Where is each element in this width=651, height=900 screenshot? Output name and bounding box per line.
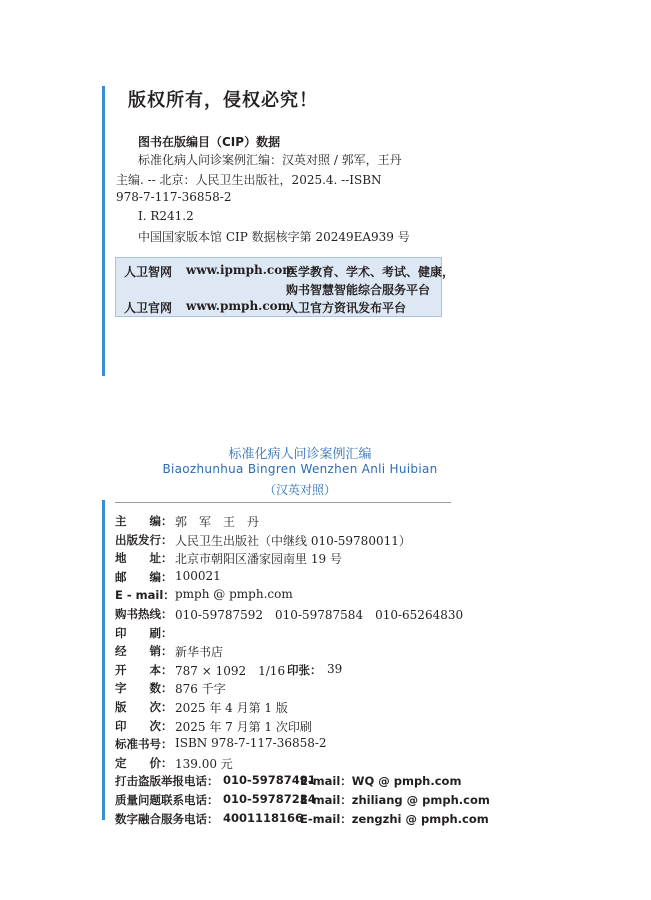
- detail-label: 出版发行：: [115, 532, 173, 547]
- platform-name: 人卫官网: [124, 301, 173, 315]
- contact-phone: 010-59787491: [223, 773, 316, 788]
- book-subtitle: （汉英对照）: [263, 483, 336, 497]
- detail-value: 2025 年 7 月第 1 次印刷: [175, 719, 312, 734]
- detail-label: 印 刷：: [115, 625, 173, 640]
- detail-value: 人民卫生出版社（中继线 010-59780011）: [175, 533, 411, 548]
- contact-email: E-mail：zengzhi @ pmph.com: [300, 811, 489, 826]
- accent-bar-top: [102, 86, 105, 376]
- detail-value: 郭 军 王 丹: [175, 515, 260, 529]
- detail-label: 标准书号：: [115, 737, 173, 752]
- cip-title: 图书在版编目（CIP）数据: [138, 135, 281, 149]
- detail-extra-label: 印张：: [287, 662, 322, 677]
- cip-line: 主编. -- 北京：人民卫生出版社，2025.4. --ISBN: [116, 173, 382, 187]
- contact-email: E-mail：WQ @ pmph.com: [300, 774, 462, 789]
- detail-label: E - mail：: [115, 588, 175, 603]
- detail-label: 版 次：: [115, 699, 173, 714]
- contact-phone: 4001118166: [223, 810, 304, 825]
- detail-value: 139.00 元: [175, 756, 233, 771]
- platform-desc: 医学教育、学术、考试、健康，: [286, 265, 455, 279]
- cip-line: 中国国家版本馆 CIP 数据核字第 20249EA939 号: [138, 230, 410, 244]
- platform-row: [116, 281, 441, 297]
- platform-url[interactable]: www.pmph.com: [186, 299, 291, 313]
- platform-name: 人卫智网: [124, 265, 173, 279]
- contact-label: 打击盗版举报电话：: [115, 774, 219, 789]
- detail-label: 开 本：: [115, 662, 173, 677]
- detail-label: 定 价：: [115, 755, 173, 770]
- detail-label: 经 销：: [115, 644, 173, 659]
- platform-desc: 购书智慧智能综合服务平台: [286, 283, 431, 297]
- detail-label: 印 次：: [115, 718, 173, 733]
- detail-label: 主 编：: [115, 514, 173, 528]
- book-title: 标准化病人问诊案例汇编: [228, 447, 372, 462]
- cip-line: Ⅰ. R241.2: [138, 209, 194, 223]
- detail-value: 787 × 1092 1/16: [175, 663, 286, 678]
- detail-value: 北京市朝阳区潘家园南里 19 号: [175, 552, 342, 567]
- detail-value: 100021: [175, 568, 221, 583]
- copyright-notice: 版权所有，侵权必究！: [128, 90, 318, 111]
- book-title-pinyin: Biaozhunhua Bingren Wenzhen Anli Huibian: [162, 462, 438, 476]
- detail-label: 购书热线：: [115, 606, 173, 621]
- detail-value: ISBN 978-7-117-36858-2: [175, 736, 327, 751]
- detail-value: 010-59787592 010-59787584 010-65264830: [175, 607, 464, 622]
- detail-extra-value: 39: [327, 661, 343, 676]
- detail-value: pmph @ pmph.com: [175, 587, 293, 602]
- detail-label: 字 数：: [115, 681, 173, 696]
- detail-label: 邮 编：: [115, 569, 173, 584]
- detail-label: 地 址：: [115, 551, 173, 566]
- platforms-box: [115, 257, 455, 317]
- platform-url[interactable]: www.ipmph.com: [186, 263, 295, 277]
- divider: [115, 502, 451, 503]
- accent-bar-bottom: [102, 500, 105, 820]
- platform-desc: 人卫官方资讯发布平台: [286, 301, 407, 315]
- cip-line: 标准化病人问诊案例汇编：汉英对照 / 郭军，王丹: [138, 153, 402, 167]
- platform-row: [116, 263, 455, 279]
- cip-line: 978-7-117-36858-2: [116, 190, 232, 204]
- contact-phone: 010-59787234: [223, 791, 316, 806]
- detail-value: 876 千字: [175, 682, 226, 697]
- platform-row: [116, 299, 441, 315]
- contact-label: 质量问题联系电话：: [115, 792, 219, 807]
- contact-label: 数字融合服务电话：: [115, 811, 219, 826]
- detail-value: 新华书店: [175, 645, 224, 660]
- detail-value: 2025 年 4 月第 1 版: [175, 700, 288, 715]
- contact-email: E-mail：zhiliang @ pmph.com: [300, 792, 490, 807]
